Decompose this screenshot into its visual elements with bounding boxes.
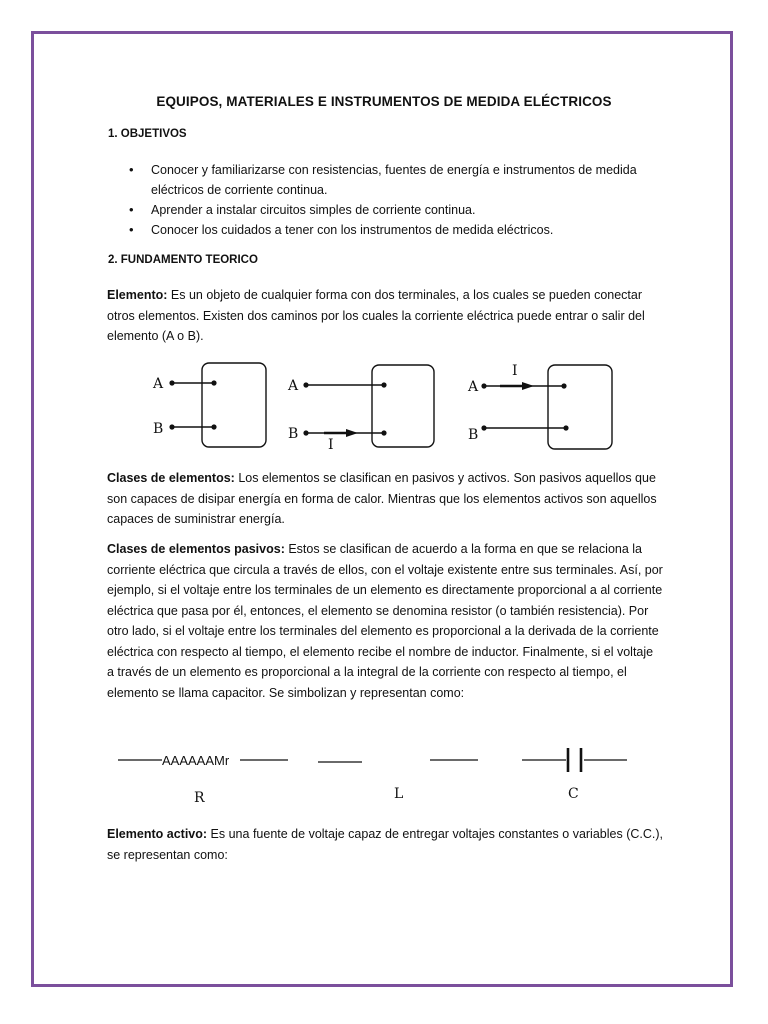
terminal-label-a: A [468, 379, 479, 395]
paragraph-elemento [107, 285, 663, 347]
section-heading-objetivos: 1. OBJETIVOS [108, 128, 187, 140]
term-activo: Elemento activo: [107, 827, 208, 841]
resistor-label: R [194, 790, 205, 806]
paragraph-text: Los elementos se clasifican en pasivos y activos. Son pasivos aquellos que son capaces de disipar energía en forma de calor. Mientras que los elementos activos son aquellos capaces de suministrar energía. [107, 471, 657, 526]
list-item: • Conocer los cuidados a tener con los instrumentos de medida eléctricos. [129, 220, 669, 240]
current-label: I [328, 437, 334, 453]
term-elemento: Elemento: [107, 288, 168, 302]
terminal-label-b: B [153, 421, 164, 437]
terminal-label-b: B [288, 426, 299, 442]
element-box [202, 363, 266, 447]
list-item: • Aprender a instalar circuitos simples de corriente continua. [129, 200, 669, 220]
paragraph-text: Estos se clasifican de acuerdo a la forma en que se relaciona la corriente eléctrica que circula a través de ellos, con el voltaje existente entre sus terminales. Así, por ejemplo, si el voltaje entre los terminales de un elemento es directamente proporcional a al corriente eléctrica que pasa por él, entonces, el elemento se denomina resistor (o también resistencia). Por otro lado, si el voltaje entre los terminales del elemento es proporcional a la derivada de la corriente eléctrica con respecto al tiempo, el elemento recibe el nombre de inductor. Finalmente, si el voltaje a través de un elemento es proporcional a la integral de la corriente con respecto al tiempo, el elemento se llama capacitor. Se simbolizan y representan como: [107, 542, 663, 700]
term-clases: Clases de elementos: [107, 471, 235, 485]
terminal-label-b: B [468, 427, 479, 443]
objectives-list [129, 160, 669, 240]
paragraph-text: Es un objeto de cualquier forma con dos terminales, a los cuales se pueden conectar otros elementos. Existen dos caminos por los cuales la corriente eléctrica puede entrar o salir del elemento (A o B). [107, 288, 645, 343]
paragraph-clases [107, 468, 663, 530]
paragraph-text: Es una fuente de voltaje capaz de entregar voltajes constantes o variables (C.C.), se representan como: [107, 827, 664, 862]
element-terminals-figure [140, 355, 630, 455]
element-box [372, 365, 434, 447]
list-item: • Conocer y familiarizarse con resistencias, fuentes de energía e instrumentos de medida eléctricos de corriente continua. [129, 160, 669, 200]
terminal-label-a: A [153, 376, 164, 392]
section-heading-fundamento: 2. FUNDAMENTO TEORICO [108, 254, 258, 266]
terminal-label-a: A [288, 378, 299, 394]
paragraph-pasivos [107, 539, 663, 703]
term-pasivos: Clases de elementos pasivos: [107, 542, 285, 556]
current-label: I [512, 363, 518, 379]
capacitor-label: C [568, 786, 579, 802]
passive-symbols-figure [110, 738, 640, 810]
inductor-label: L [394, 786, 404, 802]
paragraph-activo [107, 824, 663, 865]
document-title: EQUIPOS, MATERIALES E INSTRUMENTOS DE MEDIDA ELÉCTRICOS [156, 94, 612, 109]
element-box [548, 365, 612, 449]
resistor-symbol: AAAAAAMr [162, 753, 230, 768]
